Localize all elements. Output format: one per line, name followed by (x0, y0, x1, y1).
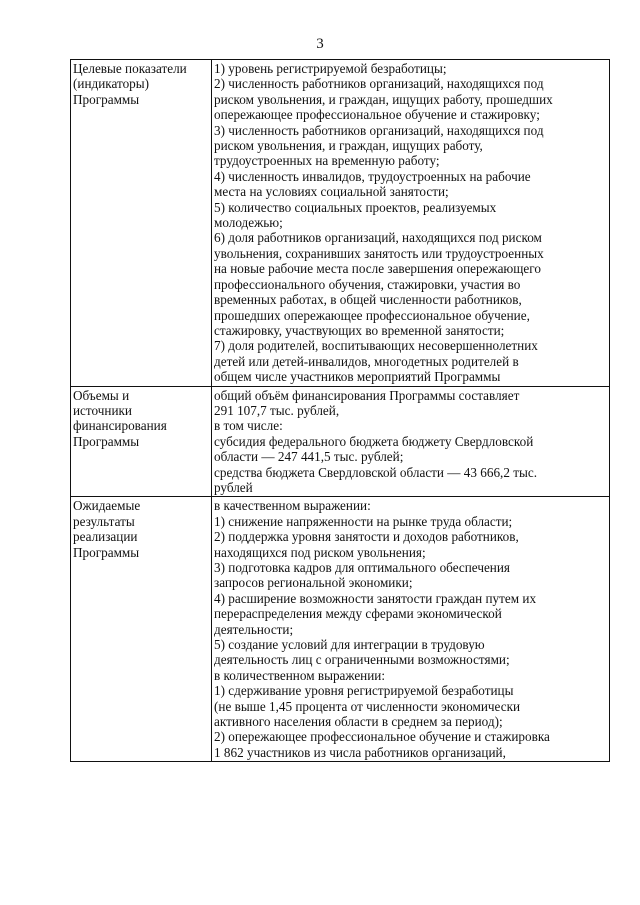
content-line: перераспределения между сферами экономической (214, 606, 502, 622)
row-label-line: Ожидаемые (73, 498, 141, 514)
content-line: прошедших опережающее профессиональное обучение, (214, 307, 530, 323)
content-line: молодежью; (214, 215, 283, 231)
content-line: 6) доля работников организаций, находящихся под риском (214, 230, 542, 246)
row-label-line: Объемы и (73, 387, 130, 403)
row-label-line: Программы (73, 91, 140, 107)
content-line: риском увольнения, и граждан, ищущих работу, (214, 138, 483, 154)
content-line: места на условиях социальной занятости; (214, 184, 449, 200)
content-line: области — 247 441,5 тыс. рублей; (214, 449, 404, 465)
content-line: трудоустроенных на временную работу; (214, 153, 440, 169)
content-line: 5) количество социальных проектов, реализуемых (214, 199, 497, 215)
content-line: 2) численность работников организаций, находящихся под (214, 76, 544, 92)
row-label-line: источники (73, 402, 132, 418)
content-line: 5) создание условий для интеграции в трудовую (214, 637, 485, 653)
content-line: риском увольнения, и граждан, ищущих работу, прошедших (214, 91, 553, 107)
row-label-line: (индикаторы) (73, 76, 150, 92)
content-line: 1) уровень регистрируемой безработицы; (214, 61, 447, 76)
content-line: стажировку, участвующих во временной занятости; (214, 322, 505, 338)
program-passport-table (70, 59, 610, 762)
content-line: деятельность лиц с ограниченными возможностями; (214, 652, 510, 668)
row-label-cell (71, 60, 212, 387)
content-line: опережающее профессиональное обучение и стажировку; (214, 107, 540, 123)
content-line: 3) подготовка кадров для оптимального обеспечения (214, 560, 510, 575)
page-number: 3 (316, 36, 324, 52)
content-line: 1) сдерживание уровня регистрируемой безработицы (214, 683, 514, 699)
row-content-cell (212, 60, 610, 387)
row-label-line: результаты (73, 513, 135, 529)
content-line: запросов региональной экономики; (214, 575, 413, 591)
content-line: 4) расширение возможности занятости граждан путем их (214, 590, 537, 606)
content-line: увольнения, сохранивших занятость или трудоустроенных (214, 245, 544, 261)
table-row-financing (71, 386, 610, 497)
content-line: активного населения области в среднем за период); (214, 714, 503, 730)
table-row-expected-results (71, 497, 610, 762)
content-line: профессионального обучения, стажировки, участия во (214, 276, 521, 292)
content-line: находящихся под риском увольнения; (214, 544, 426, 560)
content-line: временных работах, в общей численности работников, (214, 292, 522, 308)
row-label-line: финансирования (73, 418, 167, 434)
content-line: деятельности; (214, 621, 294, 637)
content-line: субсидия федерального бюджета бюджету Свердловской (214, 433, 534, 449)
row-label-line: Целевые показатели (73, 61, 187, 76)
content-line: 4) численность инвалидов, трудоустроенных на рабочие (214, 168, 531, 184)
content-line: на новые рабочие места после завершения опережающего (214, 261, 541, 277)
content-line: в том числе: (214, 418, 283, 434)
content-line: общий объём финансирования Программы составляет (214, 387, 520, 403)
content-line: в количественном выражении: (214, 667, 386, 683)
row-label-cell (71, 497, 212, 762)
content-line: 1) снижение напряженности на рынке труда области; (214, 513, 513, 529)
content-line: 291 107,7 тыс. рублей, (214, 402, 340, 418)
content-line: 3) численность работников организаций, находящихся под (214, 122, 544, 138)
row-content-cell (212, 386, 610, 497)
content-line: 7) доля родителей, воспитывающих несовершеннолетних (214, 338, 538, 354)
row-label-line: Программы (73, 433, 140, 449)
content-line: 1 862 участников из числа работников организаций, (214, 744, 506, 760)
content-line: 2) опережающее профессиональное обучение и стажировка (214, 729, 550, 745)
content-line: (не выше 1,45 процента от численности экономически (214, 698, 521, 714)
row-content-cell (212, 497, 610, 762)
row-label-line: Программы (73, 544, 140, 560)
content-line: общем числе участников мероприятий Программы (214, 369, 501, 385)
table-row-target-indicators (71, 60, 610, 387)
content-line: средства бюджета Свердловской области — 43 666,2 тыс. (214, 464, 538, 480)
content-line: в качественном выражении: (214, 498, 371, 514)
content-line: детей или детей-инвалидов, многодетных родителей в (214, 353, 519, 369)
row-label-line: реализации (73, 529, 138, 545)
content-line: 2) поддержка уровня занятости и доходов работников, (214, 529, 519, 545)
content-line: рублей (214, 479, 253, 495)
row-label-cell (71, 386, 212, 497)
